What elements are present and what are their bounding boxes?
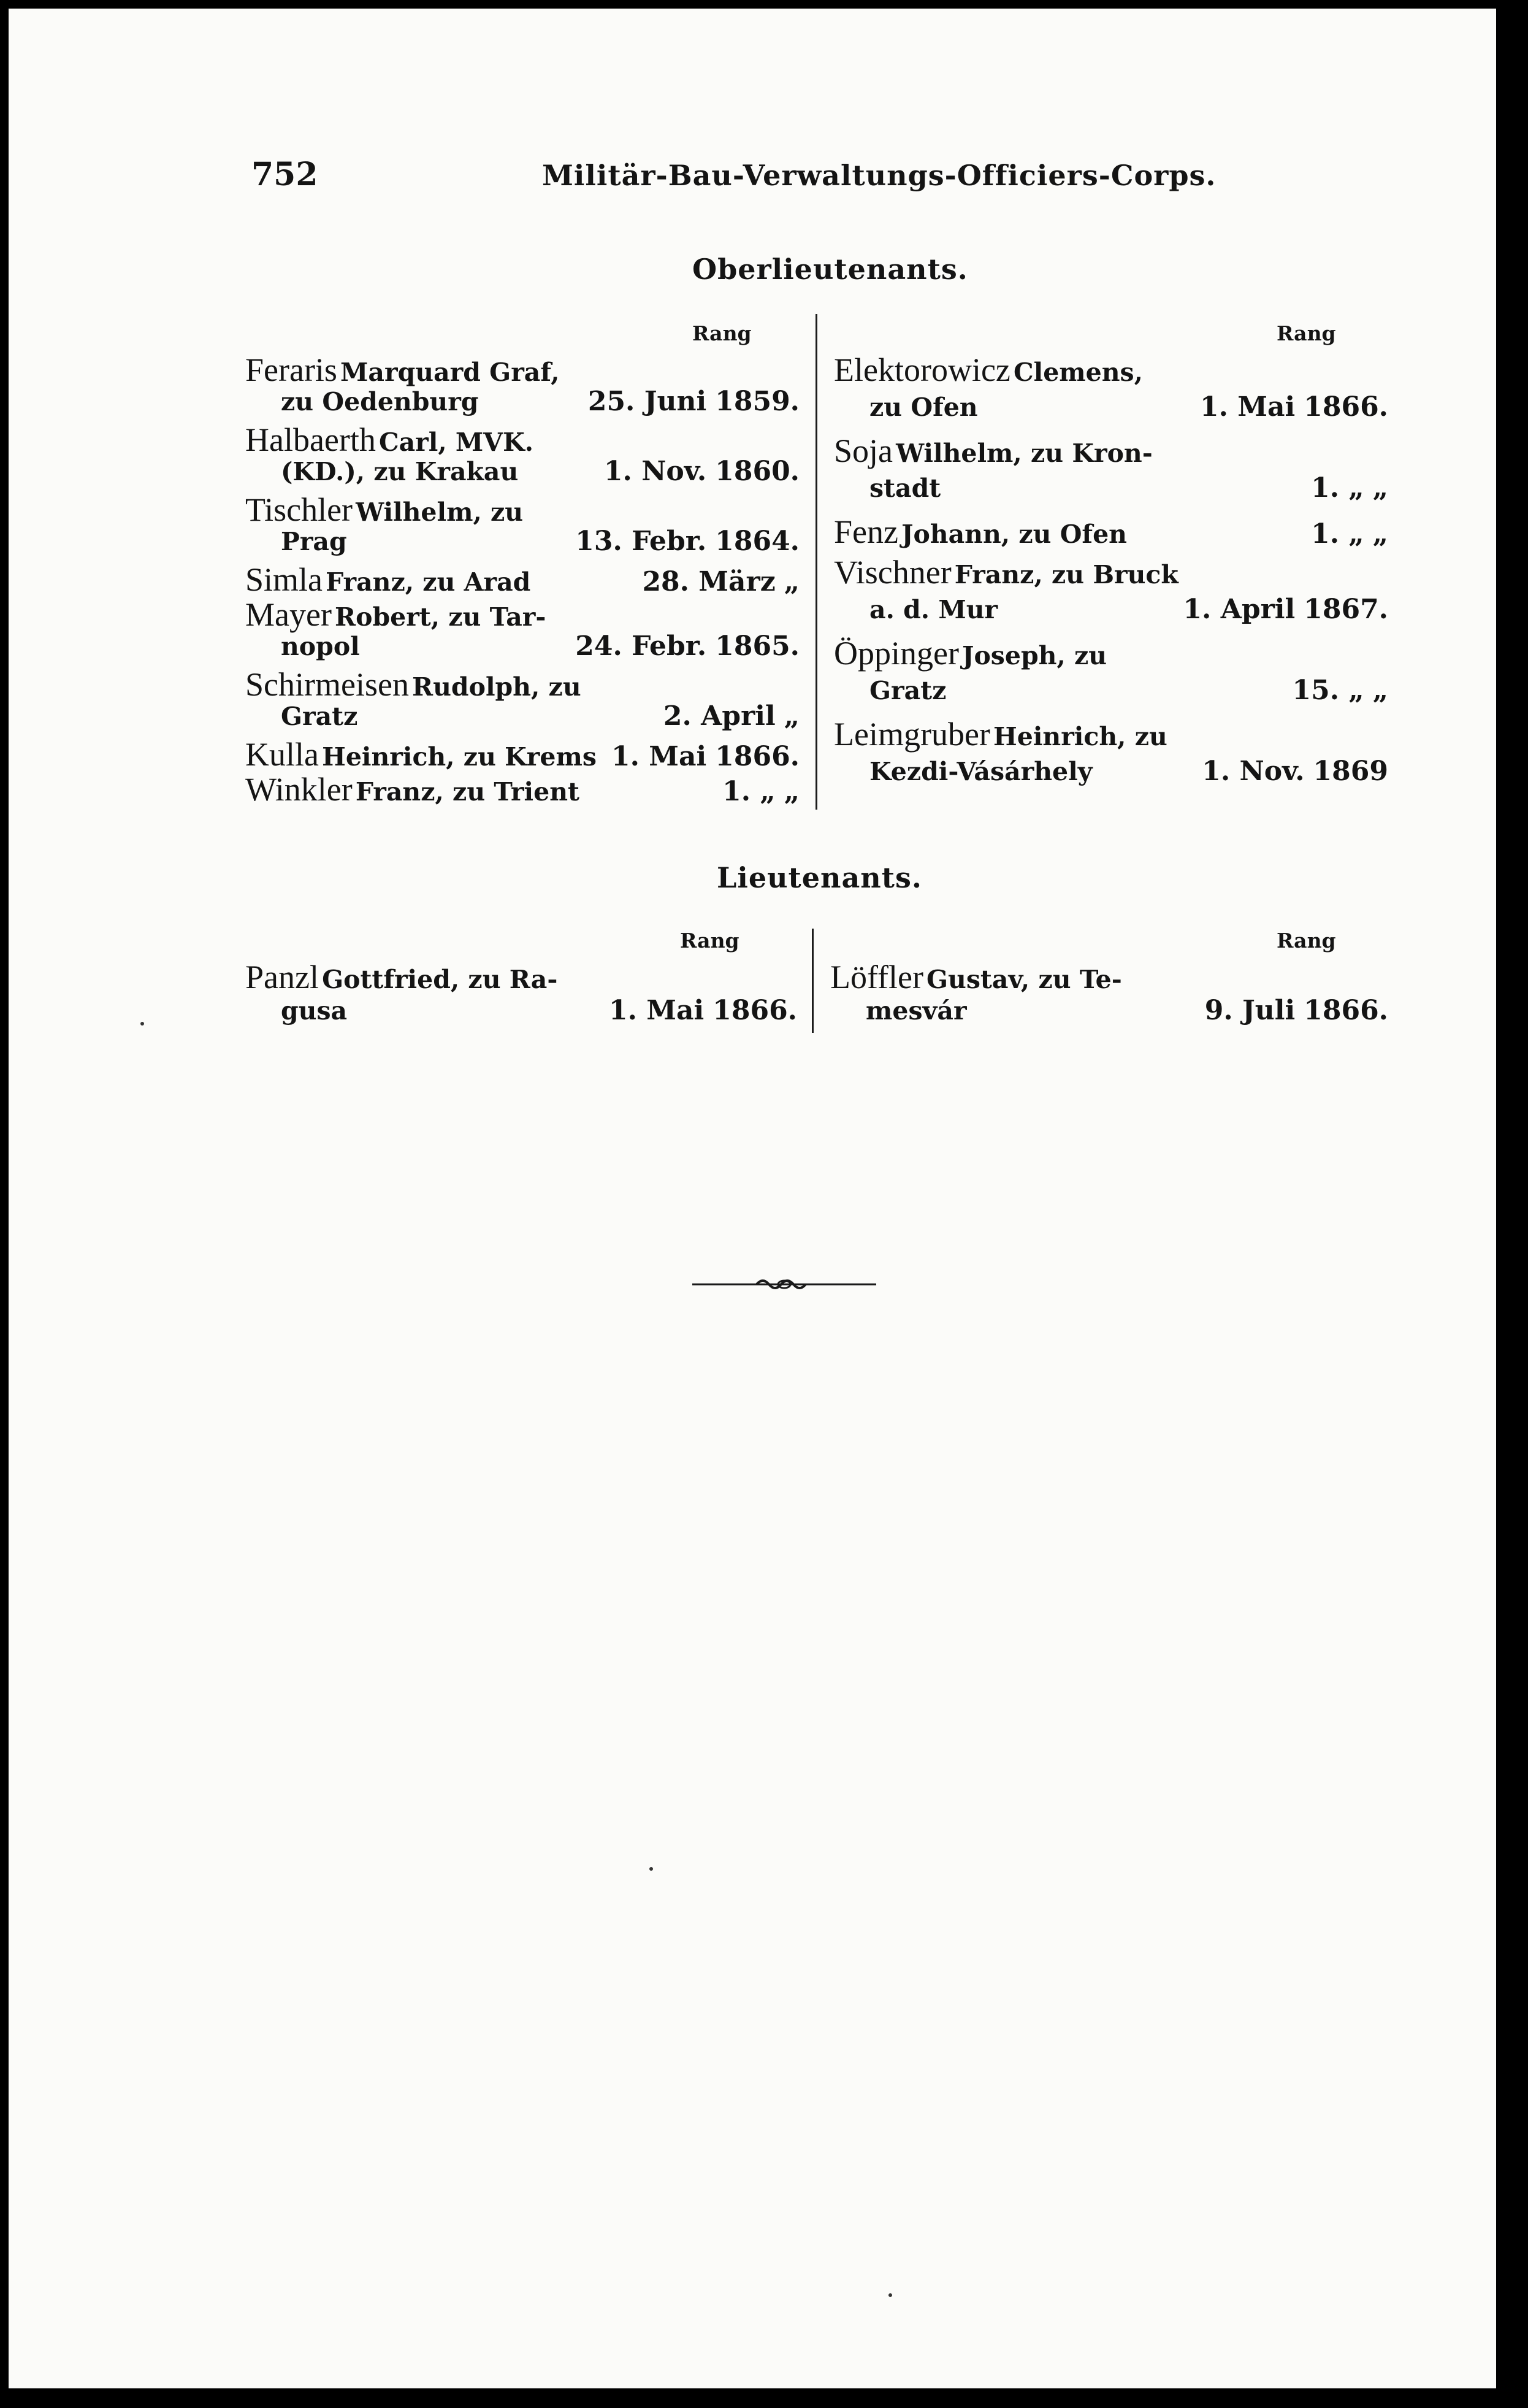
rank-date: [1293, 675, 1389, 706]
officer-location: mesvár: [866, 996, 967, 1026]
rank-date-part: 1. „: [722, 776, 776, 807]
officer-location: Gratz: [869, 676, 947, 705]
rank-date-part: 1867.: [1304, 594, 1388, 625]
rank-date-part: 1866.: [1304, 391, 1388, 423]
officer-location: Gratz: [281, 702, 358, 731]
officer-surname: Simla: [245, 561, 323, 598]
officer-surname: Winkler: [245, 771, 353, 808]
lieutenants-right-column: [830, 958, 1388, 1032]
officer-surname: Leimgruber: [834, 716, 990, 753]
rank-date: [588, 386, 800, 417]
rank-date: [1200, 391, 1388, 423]
oberlieutenants-right-column: [834, 351, 1388, 796]
rank-date-part: 1. April: [1183, 594, 1296, 625]
rank-date: [1202, 756, 1388, 787]
rank-date-part: 28. März: [642, 566, 776, 597]
officer-location: a. d. Mur: [869, 595, 998, 624]
rank-date-part: 1865.: [715, 631, 800, 662]
roster-entry: [834, 715, 1388, 796]
officer-location: Prag: [281, 527, 347, 556]
rank-date: [575, 631, 800, 662]
rank-date-part: 1866.: [715, 741, 800, 772]
rang-label-left: Rang: [692, 321, 752, 345]
rank-date: [611, 741, 800, 772]
ornament-divider: [692, 1275, 876, 1294]
officer-details: Joseph, zu: [962, 641, 1107, 670]
officer-surname: Panzl: [245, 959, 319, 995]
officer-details: Robert, zu Tar-: [335, 602, 546, 632]
rang-label-right: Rang: [1277, 321, 1336, 345]
officer-surname: Kulla: [245, 736, 319, 773]
column-divider: [816, 314, 817, 810]
roster-entry: [245, 421, 800, 491]
rank-date: [609, 995, 797, 1026]
officer-surname: Elektorowicz: [834, 351, 1010, 388]
officer-location: nopol: [281, 632, 360, 661]
paper-speck: [649, 1867, 653, 1871]
rank-date: [1183, 594, 1388, 625]
roster-entry: [245, 596, 800, 665]
roster-entry: [245, 735, 800, 773]
paper-speck: [888, 2293, 892, 2297]
officer-location: gusa: [281, 996, 348, 1026]
rank-date-part: „: [784, 566, 800, 597]
roster-entry: [834, 513, 1388, 553]
rank-date: [663, 700, 800, 732]
officer-details: Heinrich, zu: [993, 722, 1167, 751]
officer-location: zu Ofen: [869, 393, 978, 422]
rank-date-part: 13. Febr.: [575, 526, 707, 557]
roster-entry: [834, 634, 1388, 715]
rank-date-part: 1859.: [715, 386, 800, 417]
section-title-lieutenants: Lieutenants.: [717, 861, 922, 894]
document-page: [9, 9, 1496, 2388]
rank-date-part: 1. „: [1311, 472, 1364, 504]
rank-date-part: 1866.: [712, 995, 797, 1026]
rang-label-left-lt: Rang: [680, 929, 739, 953]
rank-date-part: 1. Mai: [609, 995, 705, 1026]
rank-date-part: 1860.: [715, 456, 800, 487]
officer-surname: Soja: [834, 432, 893, 469]
officer-details: Marquard Graf,: [340, 358, 560, 387]
officer-location: stadt: [869, 474, 941, 503]
rank-date-part: 2. April: [663, 700, 776, 732]
section-title-oberlieutenants: Oberlieutenants.: [692, 253, 968, 286]
officer-details: Gottfried, zu Ra-: [322, 965, 558, 994]
officer-surname: Halbaerth: [245, 421, 376, 458]
officer-details: Franz, zu Bruck: [954, 560, 1178, 589]
officer-location: (KD.), zu Krakau: [281, 457, 519, 486]
rank-date: [642, 566, 800, 597]
rank-date: [604, 456, 800, 487]
officer-details: Johann, zu Ofen: [901, 520, 1127, 549]
rank-date: [1205, 995, 1388, 1026]
rank-date-part: 15. „: [1292, 675, 1364, 706]
rank-date-part: 9. Juli: [1204, 995, 1296, 1026]
rank-date-part: 1866.: [1304, 995, 1388, 1026]
rank-date-part: 1. Mai: [611, 741, 707, 772]
lieutenants-left-column: [245, 958, 797, 1032]
paper-speck: [140, 1022, 144, 1026]
roster-entry: [834, 351, 1388, 432]
officer-details: Rudolph, zu: [412, 672, 581, 702]
rank-date: [575, 526, 800, 557]
officer-surname: Feraris: [245, 351, 337, 388]
rank-date-part: 1. Nov.: [1202, 756, 1305, 787]
rank-date: [1311, 472, 1388, 504]
rang-label-right-lt: Rang: [1277, 929, 1336, 953]
officer-details: Heinrich, zu Krems: [322, 742, 597, 772]
officer-details: Franz, zu Arad: [326, 567, 531, 597]
roster-entry: [245, 351, 800, 421]
rank-date: [1311, 518, 1388, 550]
rank-date: [722, 776, 800, 807]
rank-date-part: „: [784, 776, 800, 807]
rank-date-part: „: [1372, 472, 1388, 504]
roster-entry: [830, 958, 1388, 1032]
officer-details: Clemens,: [1013, 358, 1143, 387]
roster-entry: [245, 491, 800, 561]
running-title: Militär-Bau-Verwaltungs-Officiers-Corps.: [542, 159, 1217, 192]
rank-date-part: 1864.: [715, 526, 800, 557]
officer-surname: Löffler: [830, 959, 923, 995]
officer-location: zu Oedenburg: [281, 387, 479, 416]
roster-entry: [245, 665, 800, 735]
roster-entry: [834, 432, 1388, 513]
rank-date-part: 1. Mai: [1200, 391, 1296, 423]
rank-date-part: 1869: [1313, 756, 1388, 787]
officer-location: Kezdi-Vásárhely: [869, 757, 1093, 786]
roster-entry: [245, 770, 800, 808]
roster-entry: [245, 561, 800, 596]
page-number: 752: [251, 156, 318, 193]
column-divider-lt: [812, 929, 814, 1033]
rank-date-part: „: [784, 700, 800, 732]
officer-details: Franz, zu Trient: [355, 777, 579, 807]
officer-surname: Öppinger: [834, 635, 959, 672]
rank-date-part: 24. Febr.: [575, 631, 707, 662]
rank-date-part: „: [1372, 675, 1388, 706]
officer-surname: Tischler: [245, 491, 353, 528]
roster-entry: [834, 553, 1388, 634]
rank-date-part: 1. „: [1311, 518, 1364, 550]
rank-date-part: „: [1372, 518, 1388, 550]
officer-surname: Mayer: [245, 596, 332, 633]
officer-surname: Vischner: [834, 554, 952, 591]
rank-date-part: 25. Juni: [587, 386, 707, 417]
officer-details: Gustav, zu Te-: [926, 965, 1122, 994]
officer-surname: Schirmeisen: [245, 666, 409, 703]
rank-date-part: 1. Nov.: [603, 456, 707, 487]
officer-surname: Fenz: [834, 513, 898, 550]
oberlieutenants-left-column: [245, 351, 800, 808]
officer-details: Wilhelm, zu Kron-: [896, 439, 1153, 468]
roster-entry: [245, 958, 797, 1032]
officer-details: Wilhelm, zu: [356, 497, 524, 527]
officer-details: Carl, MVK.: [378, 428, 534, 457]
